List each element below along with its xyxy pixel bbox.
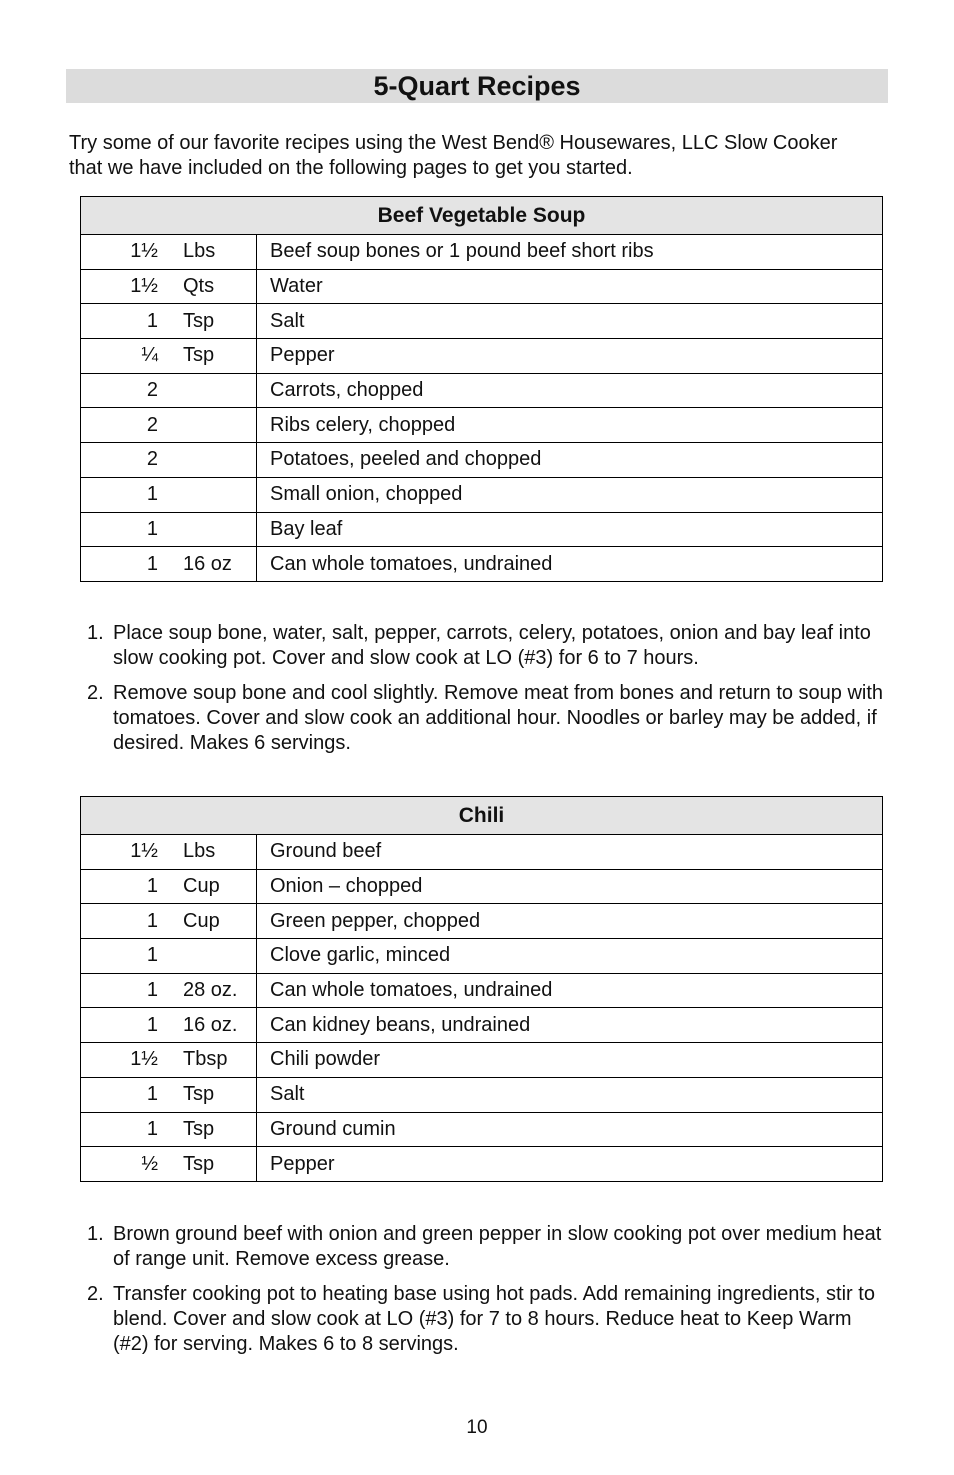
ingredient-amount: [81, 304, 257, 339]
ingredient-row: [81, 869, 883, 904]
step-text: Brown ground beef with onion and green pepper in slow cooking pot over medium heat of range unit. Remove excess grease.: [113, 1223, 882, 1270]
ingredient-row: [81, 939, 883, 974]
ingredient-quantity: 1: [146, 944, 158, 967]
ingredient-quantity: 1: [146, 909, 158, 932]
recipe-table-beef-vegetable-soup: [80, 196, 883, 582]
ingredient-quantity: 1: [146, 875, 158, 898]
ingredient-name: Ground cumin: [257, 1112, 883, 1147]
ingredient-row: [81, 235, 883, 270]
ingredient-unit: 28 oz.: [183, 979, 238, 1002]
ingredient-unit: Tsp: [183, 309, 215, 332]
ingredient-row: [81, 1043, 883, 1078]
ingredient-amount: [81, 939, 257, 974]
ingredient-amount: [81, 1008, 257, 1043]
ingredient-row: [81, 339, 883, 374]
recipe-table-chili: [80, 796, 883, 1182]
step-number: 2.: [87, 1283, 104, 1305]
ingredient-amount: [81, 547, 257, 582]
ingredient-name: Pepper: [257, 339, 883, 374]
ingredient-quantity: 1: [146, 1083, 158, 1106]
ingredient-amount: [81, 869, 257, 904]
ingredient-name: Salt: [257, 1077, 883, 1112]
ingredient-row: [81, 304, 883, 339]
ingredient-amount: [81, 443, 257, 478]
step-number: 1.: [87, 622, 104, 644]
ingredient-name: Can whole tomatoes, undrained: [257, 547, 883, 582]
ingredient-unit: Tbsp: [183, 1048, 228, 1071]
ingredient-name: Potatoes, peeled and chopped: [257, 443, 883, 478]
ingredient-row: [81, 1147, 883, 1182]
ingredient-quantity: 1½: [130, 840, 158, 863]
ingredient-amount: [81, 835, 257, 870]
step-text: Remove soup bone and cool slightly. Remove meat from bones and return to soup with tomatoes. Cover and slow cook an additional hour. Noodles or barley may be added, if desired. Makes 6 servings.: [113, 682, 884, 754]
ingredient-quantity: 1: [146, 1013, 158, 1036]
ingredient-name: Water: [257, 269, 883, 304]
recipe-title: Chili: [81, 797, 883, 835]
ingredient-quantity: 1: [146, 552, 158, 575]
ingredient-quantity: 1½: [130, 1048, 158, 1071]
step-item: [85, 621, 890, 671]
ingredient-row: [81, 373, 883, 408]
ingredient-row: [81, 1008, 883, 1043]
ingredient-amount: [81, 1147, 257, 1182]
ingredient-unit: Lbs: [183, 240, 216, 263]
ingredient-amount: [81, 904, 257, 939]
ingredient-amount: [81, 1043, 257, 1078]
step-text: Transfer cooking pot to heating base using hot pads. Add remaining ingredients, stir to blend. Cover and slow cook at LO (#3) for 7 to 8 hours. Reduce heat to Keep Warm (#2) for serving. Makes 6 to 8 servings.: [113, 1283, 875, 1355]
step-number: 2.: [87, 682, 104, 704]
ingredient-quantity: 2: [146, 413, 158, 436]
step-text: Place soup bone, water, salt, pepper, carrots, celery, potatoes, onion and bay leaf into slow cooking pot. Cover and slow cook at LO (#3) for 6 to 7 hours.: [113, 622, 871, 669]
ingredient-quantity: 1: [146, 1117, 158, 1140]
recipe-steps-chili: [85, 1222, 890, 1367]
ingredient-amount: [81, 373, 257, 408]
ingredient-unit: 16 oz.: [183, 1013, 238, 1036]
ingredient-row: [81, 973, 883, 1008]
ingredient-quantity: 1½: [130, 275, 158, 298]
ingredient-unit: Tsp: [183, 1117, 215, 1140]
ingredient-amount: [81, 339, 257, 374]
ingredient-unit: Tsp: [183, 1083, 215, 1106]
ingredient-row: [81, 512, 883, 547]
ingredient-row: [81, 477, 883, 512]
ingredient-quantity: 2: [146, 448, 158, 471]
step-number: 1.: [87, 1223, 104, 1245]
ingredient-quantity: 1½: [130, 240, 158, 263]
ingredient-row: [81, 904, 883, 939]
ingredient-unit: Cup: [183, 875, 220, 898]
ingredient-quantity: 1: [146, 517, 158, 540]
ingredient-quantity: 1: [146, 979, 158, 1002]
ingredient-name: Beef soup bones or 1 pound beef short ribs: [257, 235, 883, 270]
ingredient-unit: 16 oz: [183, 552, 232, 575]
ingredient-unit: Tsp: [183, 344, 215, 367]
ingredient-name: Pepper: [257, 1147, 883, 1182]
ingredient-name: Chili powder: [257, 1043, 883, 1078]
ingredient-name: Onion – chopped: [257, 869, 883, 904]
ingredient-row: [81, 1112, 883, 1147]
ingredient-row: [81, 1077, 883, 1112]
ingredient-amount: [81, 477, 257, 512]
ingredient-name: Bay leaf: [257, 512, 883, 547]
ingredient-row: [81, 835, 883, 870]
ingredient-name: Green pepper, chopped: [257, 904, 883, 939]
recipe-title: Beef Vegetable Soup: [81, 197, 883, 235]
page-title: 5-Quart Recipes: [66, 69, 888, 103]
ingredient-row: [81, 269, 883, 304]
ingredient-name: Carrots, chopped: [257, 373, 883, 408]
ingredient-amount: [81, 269, 257, 304]
ingredient-unit: Qts: [183, 275, 215, 298]
recipe-steps-beef-vegetable-soup: [85, 621, 890, 766]
ingredient-name: Can kidney beans, undrained: [257, 1008, 883, 1043]
ingredient-unit: Lbs: [183, 840, 216, 863]
ingredient-name: Salt: [257, 304, 883, 339]
ingredient-amount: [81, 512, 257, 547]
ingredient-unit: Tsp: [183, 1152, 215, 1175]
ingredient-name: Small onion, chopped: [257, 477, 883, 512]
ingredient-amount: [81, 1112, 257, 1147]
ingredient-unit: Cup: [183, 909, 220, 932]
ingredient-amount: [81, 408, 257, 443]
page-number: 10: [466, 1417, 488, 1438]
ingredient-amount: [81, 1077, 257, 1112]
ingredient-row: [81, 443, 883, 478]
ingredient-quantity: ¼: [141, 344, 158, 367]
ingredient-name: Ground beef: [257, 835, 883, 870]
step-item: [85, 1282, 890, 1357]
ingredient-name: Clove garlic, minced: [257, 939, 883, 974]
ingredient-quantity: 1: [146, 309, 158, 332]
ingredient-quantity: 2: [146, 379, 158, 402]
ingredient-name: Ribs celery, chopped: [257, 408, 883, 443]
ingredient-row: [81, 408, 883, 443]
ingredient-row: [81, 547, 883, 582]
ingredient-name: Can whole tomatoes, undrained: [257, 973, 883, 1008]
step-item: [85, 1222, 890, 1272]
ingredient-amount: [81, 973, 257, 1008]
intro-paragraph: Try some of our favorite recipes using the West Bend® Housewares, LLC Slow Cooker that we have included on the following pages to get you started.: [69, 132, 838, 179]
ingredient-quantity: 1: [146, 483, 158, 506]
ingredient-quantity: ½: [141, 1152, 158, 1175]
ingredient-amount: [81, 235, 257, 270]
step-item: [85, 681, 890, 756]
